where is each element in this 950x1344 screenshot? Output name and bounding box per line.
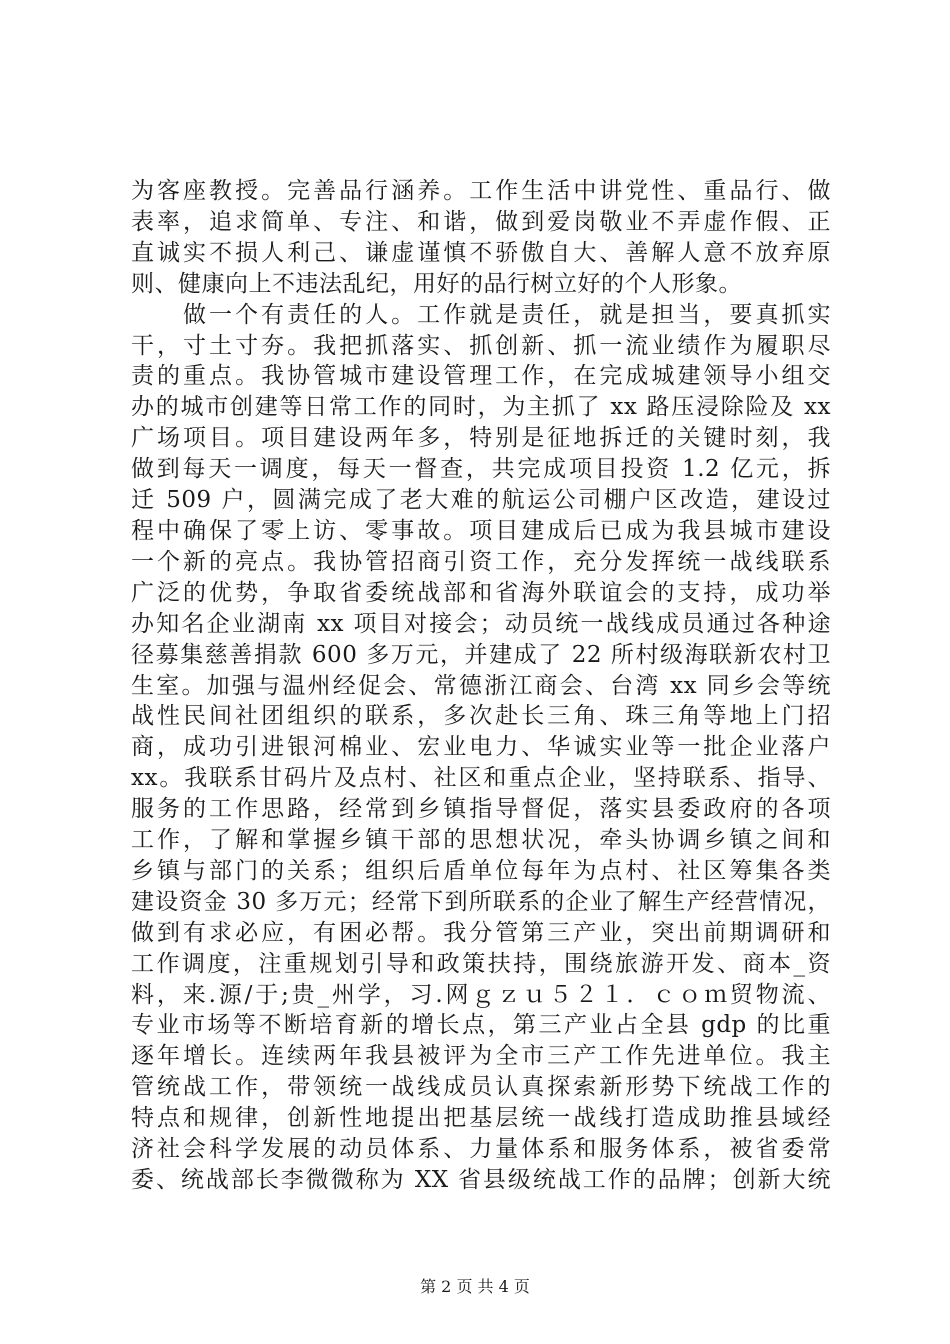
text-line: 逐年增长。连续两年我县被评为全市三产工作先进单位。我主 xyxy=(131,1043,831,1070)
text-line: xx。我联系甘码片及点村、社区和重点企业，坚持联系、指导、 xyxy=(131,765,831,792)
text-line: 委、统战部长李微微称为 XX 省县级统战工作的品牌；创新大统 xyxy=(131,1167,831,1193)
text-line: 办的城市创建等日常工作的同时，为主抓了 xx 路压浸除险及 xx xyxy=(131,394,831,421)
text-line: 做到每天一调度，每天一督查，共完成项目投资 1.2 亿元，拆 xyxy=(131,456,831,483)
text-line: 建设资金 30 多万元；经常下到所联系的企业了解生产经营情况， xyxy=(131,888,831,915)
text-line: 广场项目。项目建设两年多，特别是征地拆迁的关键时刻，我 xyxy=(131,425,831,452)
text-line: 专业市场等不断培育新的增长点，第三产业占全县 gdp 的比重 xyxy=(131,1012,831,1039)
text-line: 济社会科学发展的动员体系、力量体系和服务体系，被省委常 xyxy=(131,1136,831,1163)
page-number-footer: 第 2 页 共 4 页 xyxy=(420,1277,530,1296)
text-line: 径募集慈善捐款 600 多万元，并建成了 22 所村级海联新农村卫 xyxy=(131,641,831,668)
text-line: 责的重点。我协管城市建设管理工作，在完成城建领导小组交 xyxy=(131,363,831,390)
text-line: 广泛的优势，争取省委统战部和省海外联谊会的支持，成功举 xyxy=(131,579,831,606)
text-line: 表率，追求简单、专注、和谐，做到爱岗敬业不弄虚作假、正 xyxy=(131,208,831,235)
body-text xyxy=(131,176,831,1196)
text-line: 做一个有责任的人。工作就是责任，就是担当，要真抓实 xyxy=(183,301,831,328)
text-line: 乡镇与部门的关系；组织后盾单位每年为点村、社区筹集各类 xyxy=(131,857,831,884)
text-line: 生室。加强与温州经促会、常德浙江商会、台湾 xx 同乡会等统 xyxy=(131,672,831,699)
text-line: 商，成功引进银河棉业、宏业电力、华诚实业等一批企业落户 xyxy=(131,734,831,761)
text-line: 战性民间社团组织的联系，多次赴长三角、珠三角等地上门招 xyxy=(131,703,831,730)
text-line: 直诚实不损人利己、谦虚谨慎不骄傲自大、善解人意不放弃原 xyxy=(131,239,831,266)
text-line: 做到有求必应，有困必帮。我分管第三产业，突出前期调研和 xyxy=(131,919,831,946)
text-line: 料，来.源/于;贵_州学，习.网ｇｚｕ５２１．ｃｏｍ贸物流、 xyxy=(131,981,831,1008)
text-line: 工作，了解和掌握乡镇干部的思想状况，牵头协调乡镇之间和 xyxy=(131,827,831,854)
text-line: 特点和规律，创新性地提出把基层统一战线打造成助推县域经 xyxy=(131,1105,831,1132)
text-line: 为客座教授。完善品行涵养。工作生活中讲党性、重品行、做 xyxy=(131,178,831,204)
text-line: 服务的工作思路，经常到乡镇指导督促，落实县委政府的各项 xyxy=(131,796,831,823)
text-line: 工作调度，注重规划引导和政策扶持，围绕旅游开发、商本_资 xyxy=(131,950,831,977)
text-line: 则、健康向上不违法乱纪，用好的品行树立好的个人形象。 xyxy=(131,270,742,297)
text-line: 干，寸土寸夯。我把抓落实、抓创新、抓一流业绩作为履职尽 xyxy=(131,332,831,359)
text-line: 程中确保了零上访、零事故。项目建成后已成为我县城市建设 xyxy=(131,517,831,544)
text-line: 迁 509 户，圆满完成了老大难的航运公司棚户区改造，建设过 xyxy=(131,487,831,514)
text-line: 管统战工作，带领统一战线成员认真探索新形势下统战工作的 xyxy=(131,1074,831,1101)
text-line: 一个新的亮点。我协管招商引资工作，充分发挥统一战线联系 xyxy=(131,548,831,575)
text-line: 办知名企业湖南 xx 项目对接会；动员统一战线成员通过各种途 xyxy=(131,610,831,637)
